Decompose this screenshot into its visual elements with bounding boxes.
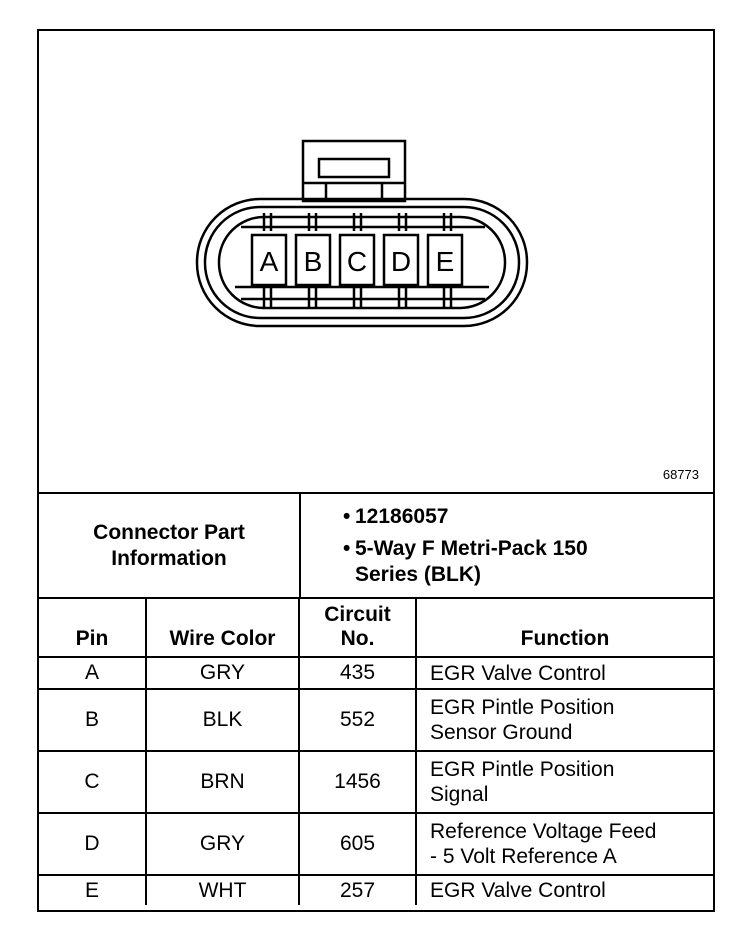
circuit-cell: 1456 xyxy=(299,751,416,813)
connector-sheet xyxy=(37,29,715,912)
part-number: • 12186057 xyxy=(301,504,701,530)
circuit-cell: 257 xyxy=(299,875,416,905)
table-row xyxy=(39,813,713,875)
pin-cell: B xyxy=(39,689,146,751)
table-row xyxy=(39,875,713,905)
function-cell: Reference Voltage Feed - 5 Volt Reference A xyxy=(416,813,713,875)
wire-color-cell: WHT xyxy=(146,875,299,905)
wire-color-cell: BRN xyxy=(146,751,299,813)
header-function: Function xyxy=(416,597,713,657)
connector-drawing xyxy=(39,31,713,492)
pin-label-a: A xyxy=(259,246,279,277)
pinout-table xyxy=(39,597,713,905)
connector-part-info xyxy=(39,494,713,599)
function-cell: EGR Pintle Position Signal xyxy=(416,751,713,813)
pin-label-c: C xyxy=(346,246,368,277)
connector-description: • 5-Way F Metri-Pack 150 Series (BLK) xyxy=(301,536,701,588)
wire-color-cell: GRY xyxy=(146,813,299,875)
pin-cell: D xyxy=(39,813,146,875)
pin-cell: C xyxy=(39,751,146,813)
header-circuit: Circuit No. xyxy=(299,597,416,657)
locking-tab-slot xyxy=(319,159,389,177)
table-row xyxy=(39,689,713,751)
pin-label-d: D xyxy=(390,246,412,277)
connector-diagram xyxy=(39,31,713,494)
table-row xyxy=(39,657,713,689)
wire-color-cell: GRY xyxy=(146,657,299,689)
pin-label-e: E xyxy=(435,246,455,277)
function-cell: EGR Valve Control xyxy=(416,875,713,905)
header-wire-color: Wire Color xyxy=(146,597,299,657)
circuit-cell: 552 xyxy=(299,689,416,751)
pin-cell: E xyxy=(39,875,146,905)
part-info-label: Connector Part Information xyxy=(39,494,301,597)
circuit-cell: 435 xyxy=(299,657,416,689)
figure-number: 68773 xyxy=(662,467,699,482)
table-row xyxy=(39,751,713,813)
pin-cell: A xyxy=(39,657,146,689)
wire-color-cell: BLK xyxy=(146,689,299,751)
function-cell: EGR Pintle Position Sensor Ground xyxy=(416,689,713,751)
circuit-cell: 605 xyxy=(299,813,416,875)
pin-label-b: B xyxy=(303,246,323,277)
function-cell: EGR Valve Control xyxy=(416,657,713,689)
header-pin: Pin xyxy=(39,597,146,657)
part-info-list xyxy=(301,504,701,594)
